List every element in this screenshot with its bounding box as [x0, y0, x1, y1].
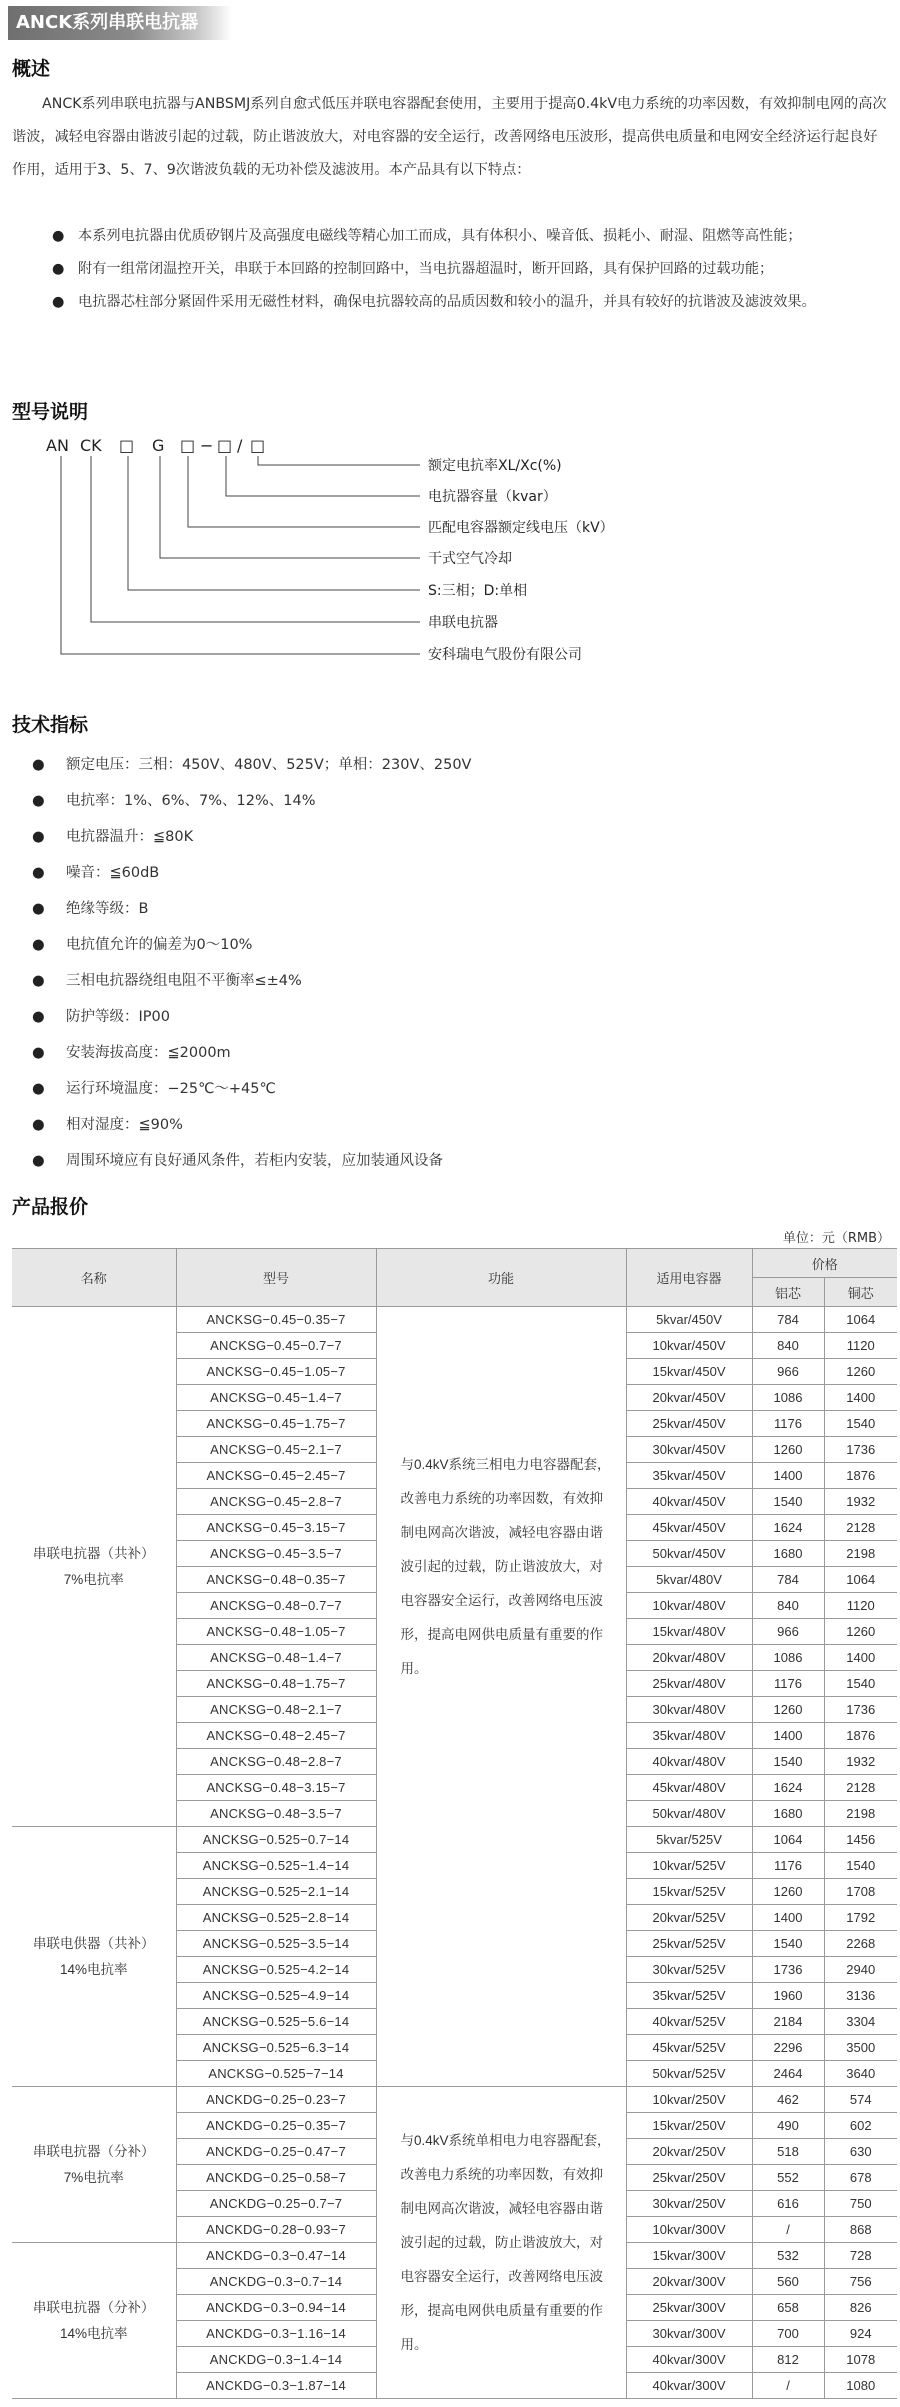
- capacitor-cell: 40kvar/300V: [626, 2347, 752, 2373]
- cu-price-cell: 756: [824, 2269, 897, 2295]
- capacitor-cell: 35kvar/450V: [626, 1463, 752, 1489]
- table-row: [12, 1307, 897, 1333]
- model-cell: ANCKSG−0.525−4.2−14: [176, 1957, 376, 1983]
- model-cell: ANCKDG−0.3−0.94−14: [176, 2295, 376, 2321]
- model-cell: ANCKDG−0.3−0.47−14: [176, 2243, 376, 2269]
- capacitor-cell: 45kvar/525V: [626, 2035, 752, 2061]
- model-cell: ANCKDG−0.25−0.35−7: [176, 2113, 376, 2139]
- model-code-part: /: [237, 436, 243, 455]
- bullet-icon: ●: [52, 261, 65, 277]
- function-cell: 与0.4kV系统三相电力电容器配套，改善电力系统的功率因数，有效抑制电网高次谐波，减轻电容器由谐波引起的过载，防止谐波放大，对电容器安全运行，改善网络电压波形，提高电网供电质量有重要的作用。: [376, 1307, 626, 1827]
- product-name-cell: 串联电抗器（共补） 7%电抗率: [12, 1307, 176, 1827]
- capacitor-cell: 20kvar/525V: [626, 1905, 752, 1931]
- model-code-part: □: [119, 436, 135, 455]
- model-cell: ANCKSG−0.525−6.3−14: [176, 2035, 376, 2061]
- model-cell: ANCKSG−0.45−2.8−7: [176, 1489, 376, 1515]
- cu-price-cell: 1540: [824, 1671, 897, 1697]
- cu-price-cell: 2128: [824, 1515, 897, 1541]
- cu-price-cell: 1260: [824, 1359, 897, 1385]
- cu-price-cell: 2198: [824, 1541, 897, 1567]
- al-price-cell: 1176: [752, 1853, 824, 1879]
- spec-item: ● 绝缘等级：B: [32, 901, 149, 917]
- spec-item: ● 噪音：≦60dB: [32, 865, 160, 881]
- cu-price-cell: 750: [824, 2191, 897, 2217]
- cu-price-cell: 1932: [824, 1489, 897, 1515]
- cu-price-cell: 3500: [824, 2035, 897, 2061]
- capacitor-cell: 10kvar/525V: [626, 1853, 752, 1879]
- spec-item: ● 运行环境温度：−25℃～+45℃: [32, 1081, 276, 1097]
- bullet-icon: ●: [32, 1117, 45, 1133]
- cu-price-cell: 3304: [824, 2009, 897, 2035]
- capacitor-cell: 20kvar/480V: [626, 1645, 752, 1671]
- al-price-cell: 532: [752, 2243, 824, 2269]
- table-row: [12, 2087, 897, 2113]
- model-cell: ANCKSG−0.45−2.45−7: [176, 1463, 376, 1489]
- spec-item: ● 额定电压：三相：450V、480V、525V；单相：230V、250V: [32, 757, 472, 773]
- cu-price-cell: 2940: [824, 1957, 897, 1983]
- cu-price-cell: 3640: [824, 2061, 897, 2087]
- al-price-cell: 462: [752, 2087, 824, 2113]
- al-price-cell: 700: [752, 2321, 824, 2347]
- capacitor-cell: 45kvar/450V: [626, 1515, 752, 1541]
- model-cell: ANCKSG−0.48−3.5−7: [176, 1801, 376, 1827]
- al-price-cell: 1086: [752, 1645, 824, 1671]
- al-price-cell: 1400: [752, 1723, 824, 1749]
- bullet-icon: ●: [32, 865, 45, 881]
- feature-item: ● 附有一组常闭温控开关，串联于本回路的控制回路中，当电抗器超温时，断开回路，具有保护回路的过载功能；: [12, 253, 890, 286]
- cu-price-cell: 2128: [824, 1775, 897, 1801]
- al-price-cell: 1400: [752, 1905, 824, 1931]
- bullet-icon: ●: [32, 973, 45, 989]
- bullet-icon: ●: [32, 1009, 45, 1025]
- bullet-icon: ●: [32, 1081, 45, 1097]
- model-cell: ANCKSG−0.525−4.9−14: [176, 1983, 376, 2009]
- overview-intro: ANCK系列串联电抗器与ANBSMJ系列自愈式低压并联电容器配套使用，主要用于提高0.4kV电力系统的功率因数，有效抑制电网的高次谐波，减轻电容器由谐波引起的过载，防止谐波放大，对电容器的安全运行，改善网络电压波形，提高供电质量和电网安全经济运行起良好作用，适用于3、5、7、9次谐波负载的无功补偿及滤波用。本产品具有以下特点：: [12, 96, 887, 178]
- model-cell: ANCKSG−0.48−0.7−7: [176, 1593, 376, 1619]
- al-price-cell: 1624: [752, 1515, 824, 1541]
- model-cell: ANCKSG−0.48−1.75−7: [176, 1671, 376, 1697]
- capacitor-cell: 40kvar/450V: [626, 1489, 752, 1515]
- capacitor-cell: 25kvar/250V: [626, 2165, 752, 2191]
- model-cell: ANCKSG−0.45−0.7−7: [176, 1333, 376, 1359]
- model-code-part: □: [180, 436, 196, 455]
- price-table: [12, 1248, 897, 2399]
- al-price-cell: 1736: [752, 1957, 824, 1983]
- feature-item: ● 本系列电抗器由优质矽钢片及高强度电磁线等精心加工而成，具有体积小、噪音低、损耗小、耐湿、阻燃等高性能；: [12, 220, 890, 253]
- al-price-cell: 2464: [752, 2061, 824, 2087]
- spec-item: ● 电抗器温升：≦80K: [32, 829, 194, 845]
- model-cell: ANCKSG−0.45−2.1−7: [176, 1437, 376, 1463]
- spec-item: ● 周围环境应有良好通风条件，若柜内安装，应加装通风设备: [32, 1153, 443, 1169]
- product-name-cell: 串联电抗器（分补） 7%电抗率: [12, 2087, 176, 2243]
- model-cell: ANCKSG−0.525−0.7−14: [176, 1827, 376, 1853]
- cu-price-cell: 1064: [824, 1307, 897, 1333]
- capacitor-cell: 30kvar/450V: [626, 1437, 752, 1463]
- price-table-body: [12, 1307, 897, 2399]
- capacitor-cell: 5kvar/480V: [626, 1567, 752, 1593]
- model-cell: ANCKDG−0.28−0.93−7: [176, 2217, 376, 2243]
- al-price-cell: 1400: [752, 1463, 824, 1489]
- model-cell: ANCKSG−0.45−3.15−7: [176, 1515, 376, 1541]
- function-cell: 与0.4kV系统单相电力电容器配套，改善电力系统的功率因数，有效抑制电网高次谐波，减轻电容器由谐波引起的过载，防止谐波放大，对电容器安全运行，改善网络电压波形，提高电网供电质量有重要的作用。: [376, 2087, 626, 2399]
- al-price-cell: 840: [752, 1593, 824, 1619]
- model-cell: ANCKDG−0.25−0.23−7: [176, 2087, 376, 2113]
- bullet-icon: ●: [52, 228, 65, 244]
- model-cell: ANCKSG−0.48−2.1−7: [176, 1697, 376, 1723]
- model-cell: ANCKDG−0.3−1.16−14: [176, 2321, 376, 2347]
- model-cell: ANCKSG−0.525−2.8−14: [176, 1905, 376, 1931]
- model-cell: ANCKSG−0.45−3.5−7: [176, 1541, 376, 1567]
- cu-price-cell: 1400: [824, 1385, 897, 1411]
- model-cell: ANCKDG−0.3−1.87−14: [176, 2373, 376, 2399]
- model-cell: ANCKSG−0.45−1.05−7: [176, 1359, 376, 1385]
- model-cell: ANCKSG−0.48−3.15−7: [176, 1775, 376, 1801]
- model-cell: ANCKSG−0.525−5.6−14: [176, 2009, 376, 2035]
- cu-price-cell: 1400: [824, 1645, 897, 1671]
- al-price-cell: 1680: [752, 1541, 824, 1567]
- cu-price-cell: 728: [824, 2243, 897, 2269]
- al-price-cell: 1680: [752, 1801, 824, 1827]
- al-price-cell: 1260: [752, 1437, 824, 1463]
- feature-item: ● 电抗器芯柱部分紧固件采用无磁性材料，确保电抗器较高的品质因数和较小的温升，并具有较好的抗谐波及滤波效果。: [12, 286, 890, 319]
- capacitor-cell: 20kvar/250V: [626, 2139, 752, 2165]
- bullet-icon: ●: [32, 757, 45, 773]
- capacitor-cell: 25kvar/480V: [626, 1671, 752, 1697]
- cu-price-cell: 1078: [824, 2347, 897, 2373]
- al-price-cell: 1540: [752, 1931, 824, 1957]
- al-price-cell: /: [752, 2217, 824, 2243]
- al-price-cell: 2184: [752, 2009, 824, 2035]
- capacitor-cell: 30kvar/250V: [626, 2191, 752, 2217]
- model-label: 安科瑞电气股份有限公司: [428, 647, 582, 663]
- col-header-price: 价格: [752, 1249, 897, 1278]
- model-cell: ANCKSG−0.48−0.35−7: [176, 1567, 376, 1593]
- bullet-icon: ●: [52, 294, 65, 310]
- model-cell: ANCKSG−0.45−1.4−7: [176, 1385, 376, 1411]
- model-code-part: −: [200, 436, 214, 455]
- col-header-model: 型号: [176, 1249, 376, 1307]
- al-price-cell: 1624: [752, 1775, 824, 1801]
- model-code-part: G: [152, 436, 165, 455]
- capacitor-cell: 15kvar/300V: [626, 2243, 752, 2269]
- al-price-cell: 840: [752, 1333, 824, 1359]
- product-name-cell: 串联电供器（共补） 14%电抗率: [12, 1827, 176, 2087]
- model-code-part: □: [250, 436, 266, 455]
- cu-price-cell: 1456: [824, 1827, 897, 1853]
- model-code-part: □: [217, 436, 233, 455]
- capacitor-cell: 40kvar/480V: [626, 1749, 752, 1775]
- model-cell: ANCKSG−0.525−2.1−14: [176, 1879, 376, 1905]
- al-price-cell: 658: [752, 2295, 824, 2321]
- model-cell: ANCKSG−0.48−1.05−7: [176, 1619, 376, 1645]
- model-label: 匹配电容器额定线电压（kV）: [428, 520, 614, 536]
- specs-heading: 技术指标: [12, 714, 89, 736]
- al-price-cell: 966: [752, 1359, 824, 1385]
- al-price-cell: 1260: [752, 1879, 824, 1905]
- cu-price-cell: 1736: [824, 1437, 897, 1463]
- model-cell: ANCKDG−0.25−0.7−7: [176, 2191, 376, 2217]
- al-price-cell: /: [752, 2373, 824, 2399]
- capacitor-cell: 10kvar/450V: [626, 1333, 752, 1359]
- al-price-cell: 812: [752, 2347, 824, 2373]
- al-price-cell: 2296: [752, 2035, 824, 2061]
- model-cell: ANCKDG−0.3−1.4−14: [176, 2347, 376, 2373]
- cu-price-cell: 924: [824, 2321, 897, 2347]
- capacitor-cell: 5kvar/450V: [626, 1307, 752, 1333]
- model-cell: ANCKDG−0.3−0.7−14: [176, 2269, 376, 2295]
- model-cell: ANCKSG−0.45−1.75−7: [176, 1411, 376, 1437]
- cu-price-cell: 1876: [824, 1723, 897, 1749]
- cu-price-cell: 1120: [824, 1333, 897, 1359]
- cu-price-cell: 630: [824, 2139, 897, 2165]
- al-price-cell: 616: [752, 2191, 824, 2217]
- price-unit: 单位：元（RMB）: [782, 1231, 890, 1246]
- capacitor-cell: 15kvar/480V: [626, 1619, 752, 1645]
- model-cell: ANCKSG−0.525−1.4−14: [176, 1853, 376, 1879]
- cu-price-cell: 1876: [824, 1463, 897, 1489]
- cu-price-cell: 826: [824, 2295, 897, 2321]
- al-price-cell: 560: [752, 2269, 824, 2295]
- model-label: 串联电抗器: [428, 615, 498, 631]
- bullet-icon: ●: [32, 1153, 45, 1169]
- cu-price-cell: 3136: [824, 1983, 897, 2009]
- cu-price-cell: 1064: [824, 1567, 897, 1593]
- model-label: S:三相；D:单相: [428, 583, 528, 599]
- al-price-cell: 552: [752, 2165, 824, 2191]
- model-cell: ANCKSG−0.525−3.5−14: [176, 1931, 376, 1957]
- cu-price-cell: 1080: [824, 2373, 897, 2399]
- cu-price-cell: 1540: [824, 1411, 897, 1437]
- page-title-bar: ANCK系列串联电抗器: [8, 6, 232, 40]
- capacitor-cell: 15kvar/250V: [626, 2113, 752, 2139]
- spec-item: ● 电抗值允许的偏差为0～10%: [32, 937, 253, 953]
- function-cell: [376, 1827, 626, 2087]
- al-price-cell: 1260: [752, 1697, 824, 1723]
- capacitor-cell: 5kvar/525V: [626, 1827, 752, 1853]
- overview-heading: 概述: [12, 58, 51, 80]
- capacitor-cell: 25kvar/525V: [626, 1931, 752, 1957]
- al-price-cell: 1540: [752, 1749, 824, 1775]
- cu-price-cell: 602: [824, 2113, 897, 2139]
- capacitor-cell: 50kvar/525V: [626, 2061, 752, 2087]
- spec-item: ● 电抗率：1%、6%、7%、12%、14%: [32, 793, 316, 809]
- product-name-cell: 串联电抗器（分补） 14%电抗率: [12, 2243, 176, 2399]
- capacitor-cell: 25kvar/450V: [626, 1411, 752, 1437]
- al-price-cell: 966: [752, 1619, 824, 1645]
- col-header-function: 功能: [376, 1249, 626, 1307]
- col-header-capacitor: 适用电容器: [626, 1249, 752, 1307]
- spec-item: ● 三相电抗器绕组电阻不平衡率≤±4%: [32, 973, 302, 989]
- capacitor-cell: 25kvar/300V: [626, 2295, 752, 2321]
- model-label: 电抗器容量（kvar）: [428, 489, 557, 505]
- model-label: 额定电抗率XL/Xc(%): [428, 458, 562, 474]
- capacitor-cell: 10kvar/480V: [626, 1593, 752, 1619]
- model-cell: ANCKSG−0.45−0.35−7: [176, 1307, 376, 1333]
- capacitor-cell: 40kvar/525V: [626, 2009, 752, 2035]
- capacitor-cell: 35kvar/480V: [626, 1723, 752, 1749]
- model-label: 干式空气冷却: [428, 551, 512, 567]
- cu-price-cell: 678: [824, 2165, 897, 2191]
- capacitor-cell: 35kvar/525V: [626, 1983, 752, 2009]
- capacitor-cell: 50kvar/480V: [626, 1801, 752, 1827]
- bullet-icon: ●: [32, 901, 45, 917]
- spec-item: ● 安装海拔高度：≦2000m: [32, 1045, 231, 1061]
- col-header-al: 铝芯: [752, 1278, 824, 1307]
- al-price-cell: 784: [752, 1307, 824, 1333]
- model-code-part: CK: [80, 436, 102, 455]
- model-heading: 型号说明: [12, 401, 89, 423]
- bullet-icon: ●: [32, 793, 45, 809]
- capacitor-cell: 10kvar/300V: [626, 2217, 752, 2243]
- capacitor-cell: 30kvar/300V: [626, 2321, 752, 2347]
- al-price-cell: 1086: [752, 1385, 824, 1411]
- model-cell: ANCKDG−0.25−0.58−7: [176, 2165, 376, 2191]
- model-cell: ANCKSG−0.48−2.45−7: [176, 1723, 376, 1749]
- col-header-name: 名称: [12, 1249, 176, 1307]
- bullet-icon: ●: [32, 1045, 45, 1061]
- capacitor-cell: 20kvar/450V: [626, 1385, 752, 1411]
- cu-price-cell: 1260: [824, 1619, 897, 1645]
- al-price-cell: 1176: [752, 1671, 824, 1697]
- model-code-part: AN: [46, 436, 69, 455]
- cu-price-cell: 868: [824, 2217, 897, 2243]
- cu-price-cell: 1736: [824, 1697, 897, 1723]
- spec-item: ● 相对湿度：≦90%: [32, 1117, 183, 1133]
- col-header-cu: 铜芯: [824, 1278, 897, 1307]
- model-cell: ANCKSG−0.48−2.8−7: [176, 1749, 376, 1775]
- model-cell: ANCKSG−0.525−7−14: [176, 2061, 376, 2087]
- cu-price-cell: 2198: [824, 1801, 897, 1827]
- al-price-cell: 1064: [752, 1827, 824, 1853]
- cu-price-cell: 1120: [824, 1593, 897, 1619]
- al-price-cell: 784: [752, 1567, 824, 1593]
- cu-price-cell: 2268: [824, 1931, 897, 1957]
- al-price-cell: 518: [752, 2139, 824, 2165]
- capacitor-cell: 30kvar/480V: [626, 1697, 752, 1723]
- al-price-cell: 1176: [752, 1411, 824, 1437]
- capacitor-cell: 15kvar/450V: [626, 1359, 752, 1385]
- capacitor-cell: 15kvar/525V: [626, 1879, 752, 1905]
- al-price-cell: 1540: [752, 1489, 824, 1515]
- cu-price-cell: 1932: [824, 1749, 897, 1775]
- cu-price-cell: 1540: [824, 1853, 897, 1879]
- cu-price-cell: 1708: [824, 1879, 897, 1905]
- al-price-cell: 490: [752, 2113, 824, 2139]
- bullet-icon: ●: [32, 829, 45, 845]
- cu-price-cell: 574: [824, 2087, 897, 2113]
- bullet-icon: ●: [32, 937, 45, 953]
- capacitor-cell: 50kvar/450V: [626, 1541, 752, 1567]
- al-price-cell: 1960: [752, 1983, 824, 2009]
- model-cell: ANCKDG−0.25−0.47−7: [176, 2139, 376, 2165]
- capacitor-cell: 45kvar/480V: [626, 1775, 752, 1801]
- capacitor-cell: 10kvar/250V: [626, 2087, 752, 2113]
- cu-price-cell: 1792: [824, 1905, 897, 1931]
- model-cell: ANCKSG−0.48−1.4−7: [176, 1645, 376, 1671]
- pricing-heading: 产品报价: [12, 1196, 89, 1218]
- table-row: [12, 1827, 897, 1853]
- capacitor-cell: 20kvar/300V: [626, 2269, 752, 2295]
- spec-item: ● 防护等级：IP00: [32, 1009, 170, 1025]
- capacitor-cell: 40kvar/300V: [626, 2373, 752, 2399]
- capacitor-cell: 30kvar/525V: [626, 1957, 752, 1983]
